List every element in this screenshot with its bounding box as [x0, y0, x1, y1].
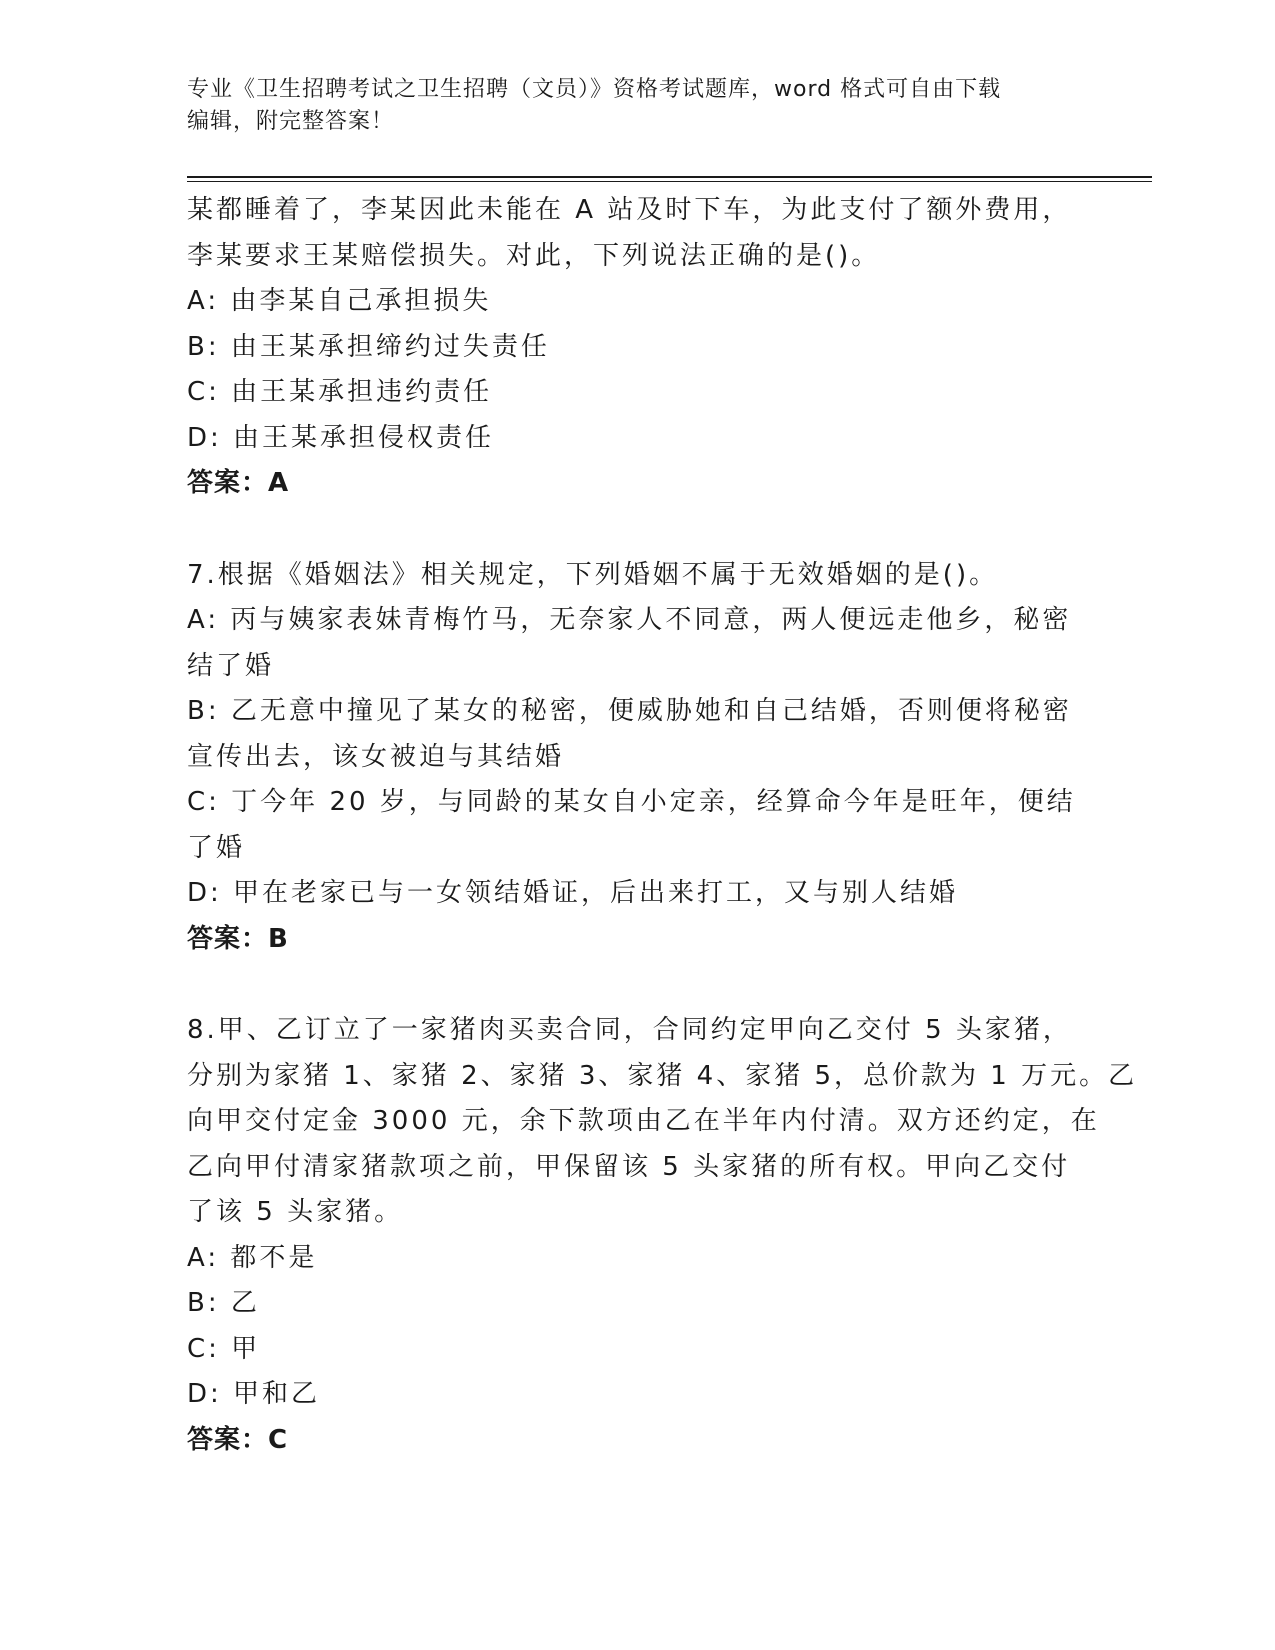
option-d: D: 甲在老家已与一女领结婚证，后出来打工，又与别人结婚: [187, 878, 959, 908]
question-6: [187, 188, 1087, 507]
spacer: [187, 962, 1087, 1008]
option-c: C: 甲: [187, 1333, 261, 1364]
option-a: A: 丙与姨家表妹青梅竹马，无奈家人不同意，两人便远走他乡，秘密: [187, 605, 1072, 635]
header-line-1: 专业《卫生招聘考试之卫生招聘（文员）》资格考试题库，word 格式可自由下载: [187, 77, 1002, 102]
option-b: B: 乙无意中撞见了某女的秘密，便威胁她和自己结婚，否则便将秘密: [187, 696, 1072, 726]
header-rule-thin: [187, 181, 1152, 182]
option-c: C: 丁今年 20 岁，与同龄的某女自小定亲，经算命今年是旺年，便结: [187, 787, 1076, 817]
option-a: A: 都不是: [187, 1242, 318, 1273]
document-header: [187, 74, 1087, 138]
header-line-2: 编辑，附完整答案！: [187, 109, 395, 134]
question-stem-line: 了该 5 头家猪。: [187, 1197, 404, 1227]
document-body: [187, 188, 1138, 1463]
question-8: [187, 1008, 1138, 1463]
question-7: [187, 553, 1087, 963]
question-stem-line: 分别为家猪 1、家猪 2、家猪 3、家猪 4、家猪 5，总价款为 1 万元。乙: [187, 1060, 1138, 1091]
question-stem-line: 李某要求王某赔偿损失。对此，下列说法正确的是()。: [187, 240, 881, 271]
option-c: C: 由王某承担违约责任: [187, 377, 493, 407]
option-c-continued: 了婚: [187, 832, 246, 863]
option-a: A: 由李某自己承担损失: [187, 286, 492, 316]
question-stem-line: 乙向甲付清家猪款项之前，甲保留该 5 头家猪的所有权。甲向乙交付: [187, 1151, 1071, 1182]
option-b: B: 由王某承担缔约过失责任: [187, 331, 550, 362]
answer-label: 答案：C: [187, 1424, 289, 1455]
option-a-continued: 结了婚: [187, 650, 275, 681]
option-d: D: 甲和乙: [187, 1379, 321, 1409]
option-b-continued: 宣传出去，该女被迫与其结婚: [187, 741, 565, 772]
question-stem: 7.根据《婚姻法》相关规定，下列婚姻不属于无效婚姻的是()。: [187, 559, 999, 590]
answer-label: 答案：B: [187, 923, 289, 954]
option-b: B: 乙: [187, 1288, 260, 1318]
question-stem-line: 某都睡着了，李某因此未能在 A 站及时下车，为此支付了额外费用，: [187, 195, 1072, 225]
answer-label: 答案：A: [187, 468, 290, 498]
option-d: D: 由王某承担侵权责任: [187, 422, 495, 453]
spacer: [187, 507, 1087, 553]
question-stem-line: 8.甲、乙订立了一家猪肉买卖合同，合同约定甲向乙交付 5 头家猪，: [187, 1015, 1072, 1045]
question-stem-line: 向甲交付定金 3000 元，余下款项由乙在半年内付清。双方还约定，在: [187, 1106, 1100, 1136]
header-rule-thick: [187, 176, 1152, 178]
